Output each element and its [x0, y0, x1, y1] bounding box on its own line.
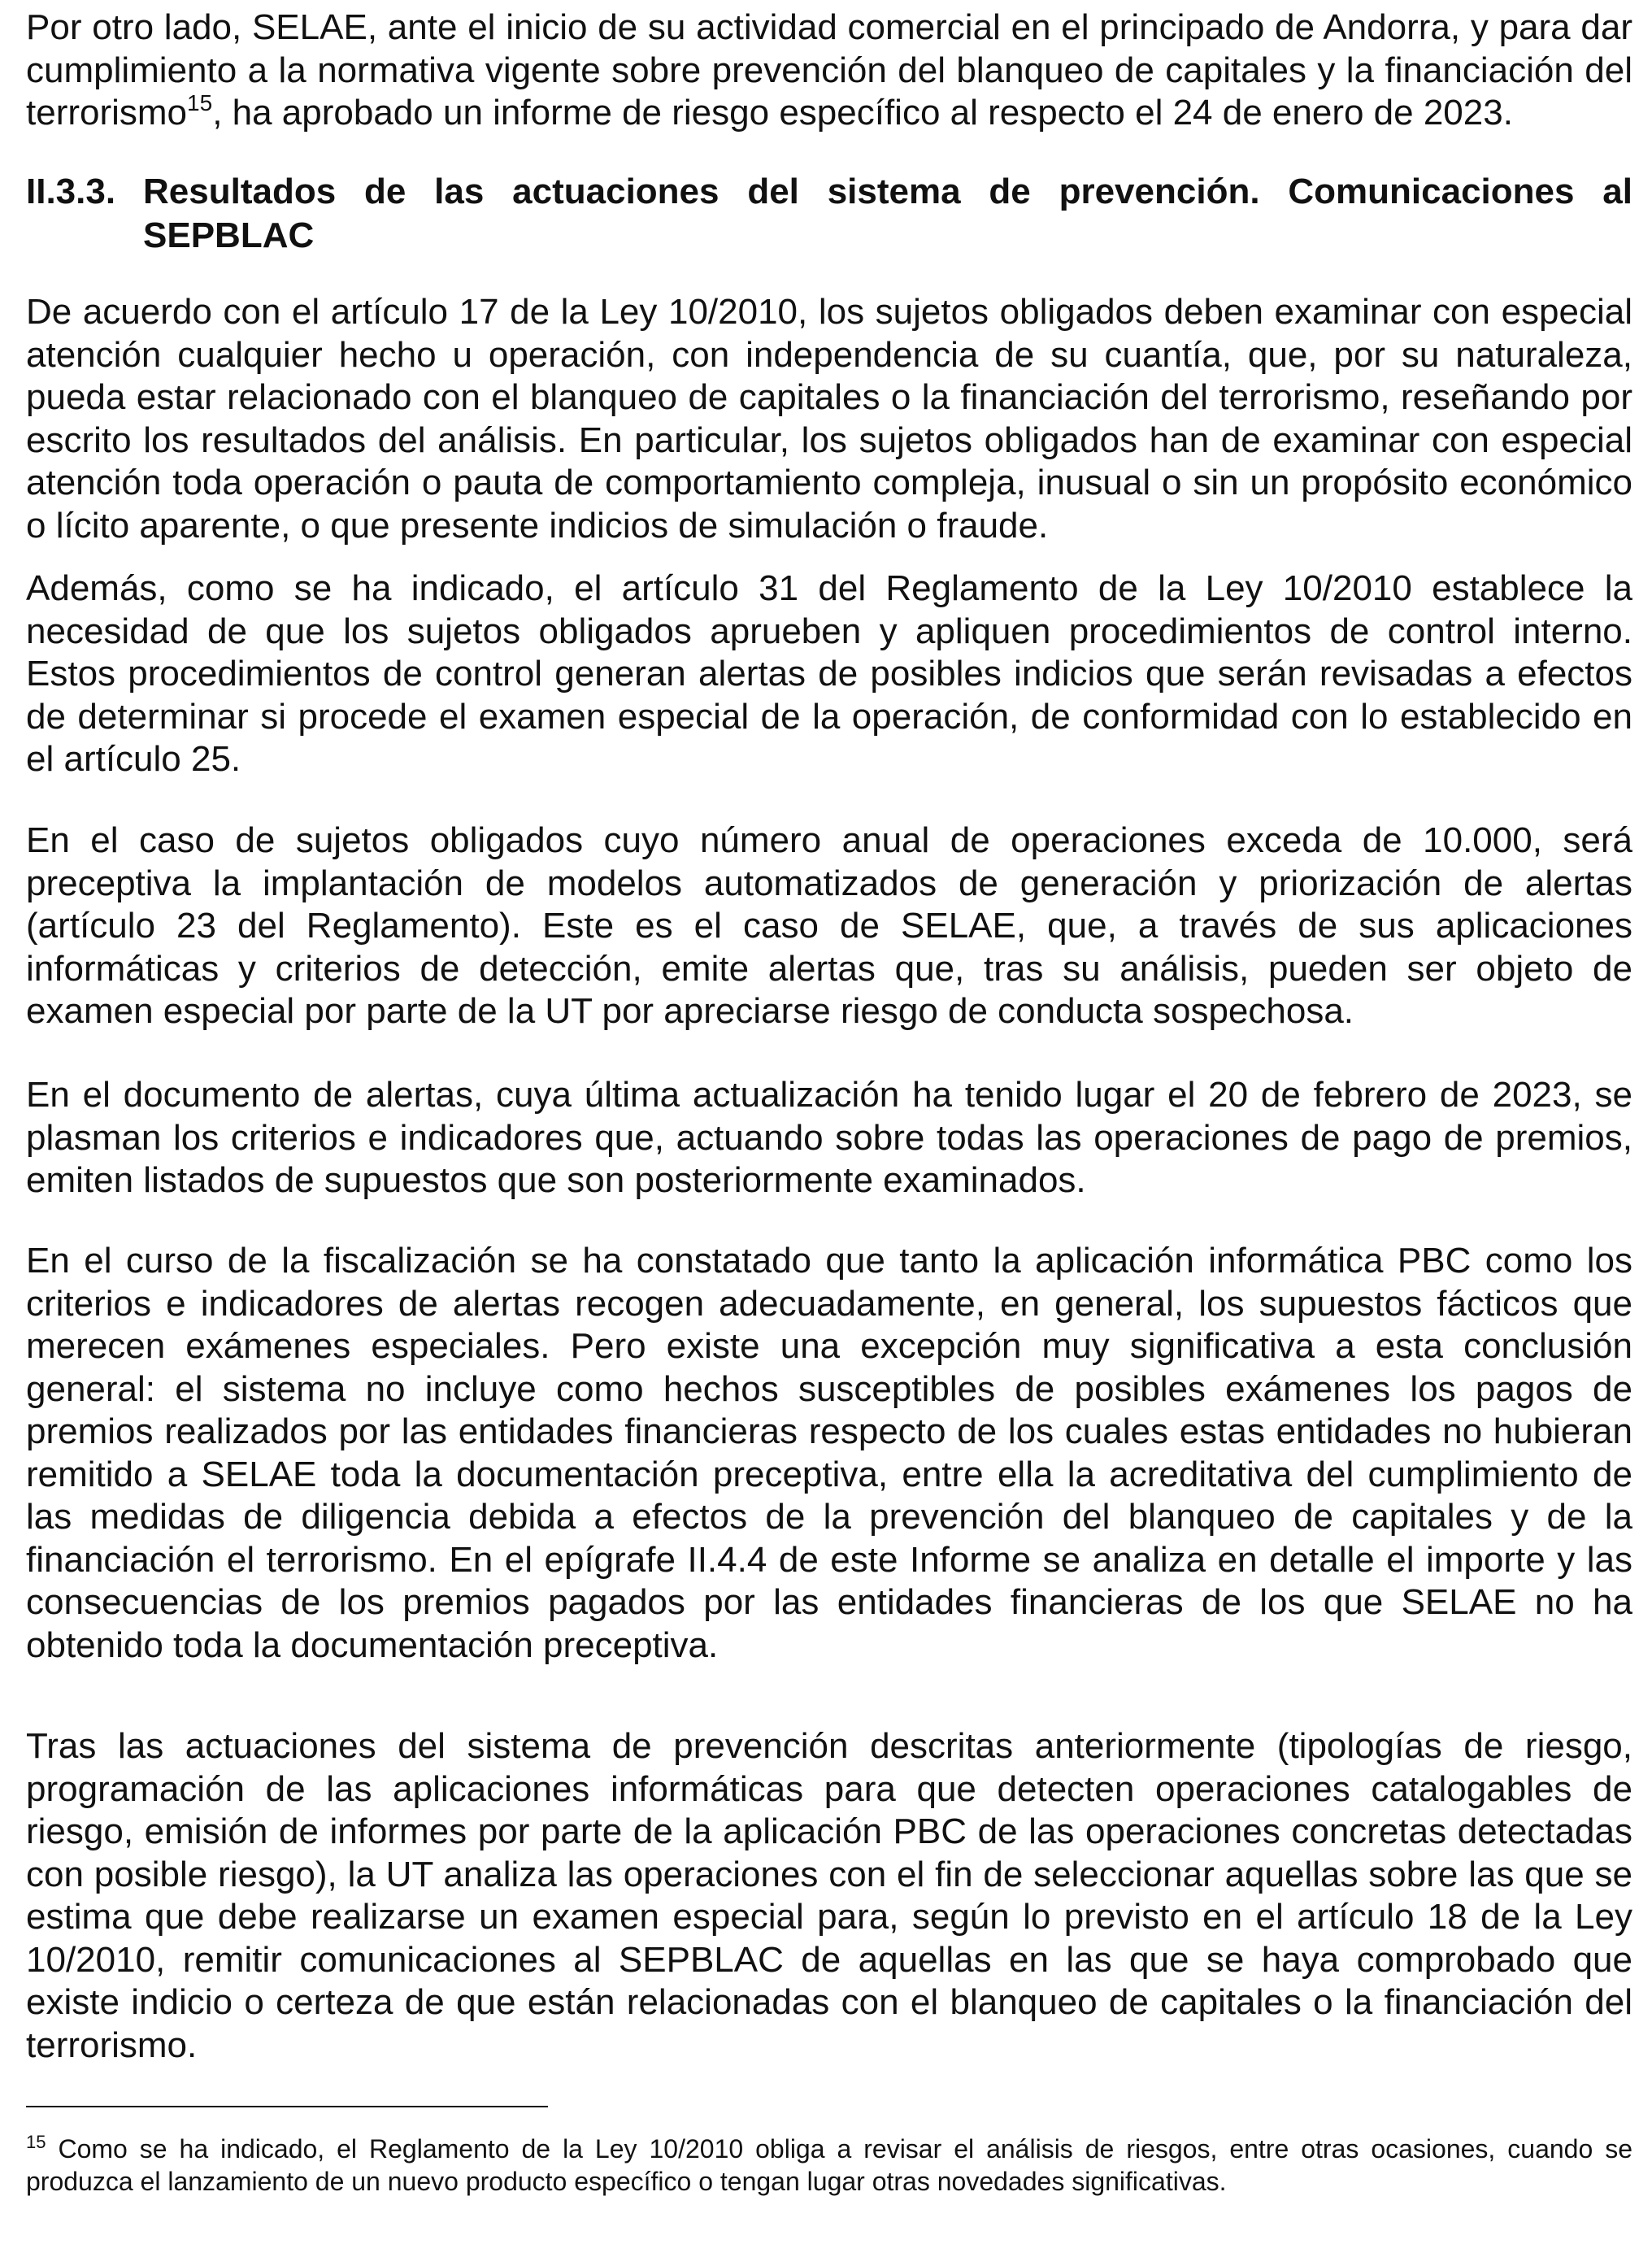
intro-paragraph: [26, 7, 1632, 135]
intro-text-end: , ha aprobado un informe de riesgo específico al respecto el 24 de enero de 2023.: [212, 93, 1513, 133]
intro-text: Por otro lado, SELAE, ante el inicio de su actividad comercial en el principado de Andorra, y para dar cumplimiento a la normativa vigente sobre prevención del blanqueo de capitales y la financiación del terrorismo: [26, 7, 1632, 133]
paragraph: De acuerdo con el artículo 17 de la Ley 10/2010, los sujetos obligados deben examinar con especial atención cualquier hecho u operación, con independencia de su cuantía, que, por su naturaleza, pueda estar relacionado con el blanqueo de capitales o la financiación del terrorismo, reseñando por escrito los resultados del análisis. En particular, los sujetos obligados han de examinar con especial atención toda operación o pauta de comportamiento compleja, inusual o sin un propósito económico o lícito aparente, o que presente indicios de simulación o fraude.: [26, 292, 1632, 546]
section-heading: [26, 170, 1632, 258]
paragraph: Tras las actuaciones del sistema de prevención descritas anteriormente (tipologías de riesgo, programación de las aplicaciones informáticas para que detecten operaciones catalogables de riesgo, emisión de informes por parte de la aplicación PBC de las operaciones concretas detectadas con posible riesgo), la UT analiza las operaciones con el fin de seleccionar aquellas sobre las que se estima que debe realizarse un examen especial para, según lo previsto en el artículo 18 de la Ley 10/2010, remitir comunicaciones al SEPBLAC de aquellas en las que se haya comprobado que existe indicio o certeza de que están relacionadas con el blanqueo de capitales o la financiación del terrorismo.: [26, 1726, 1632, 2065]
footnote-reference: 15: [187, 90, 213, 115]
paragraph: En el curso de la fiscalización se ha constatado que tanto la aplicación informática PBC como los criterios e indicadores de alertas recogen adecuadamente, en general, los supuestos fácticos que merecen exámenes especiales. Pero existe una excepción muy significativa a esta conclusión general: el sistema no incluye como hechos susceptibles de posibles exámenes los pagos de premios realizados por las entidades financieras respecto de los cuales estas entidades no hubieran remitido a SELAE toda la documentación preceptiva, entre ella la acreditativa del cumplimiento de las medidas de diligencia debida a efectos de la prevención del blanqueo de capitales y de la financiación el terrorismo. En el epígrafe II.4.4 de este Informe se analiza en detalle el importe y las consecuencias de los premios pagados por las entidades financieras de los que SELAE no ha obtenido toda la documentación preceptiva.: [26, 1241, 1632, 1665]
paragraph: Además, como se ha indicado, el artículo 31 del Reglamento de la Ley 10/2010 establece la necesidad de que los sujetos obligados aprueben y apliquen procedimientos de control interno. Estos procedimientos de control generan alertas de posibles indicios que serán revisadas a efectos de determinar si procede el examen especial de la operación, de conformidad con lo establecido en el artículo 25.: [26, 568, 1632, 779]
footnote-divider: [26, 2106, 548, 2107]
footnote-number: 15: [26, 2132, 46, 2152]
section-title: Resultados de las actuaciones del sistema de prevención. Comunicaciones al SEPBLAC: [143, 172, 1632, 255]
footnote-text: Como se ha indicado, el Reglamento de la Ley 10/2010 obliga a revisar el análisis de riesgos, entre otras ocasiones, cuando se produzca el lanzamiento de un nuevo producto específico o tengan lugar otras novedades significativas.: [26, 2134, 1633, 2196]
paragraph: En el documento de alertas, cuya última actualización ha tenido lugar el 20 de febrero de 2023, se plasman los criterios e indicadores que, actuando sobre todas las operaciones de pago de premios, emiten listados de supuestos que son posteriormente examinados.: [26, 1075, 1632, 1200]
section-number: II.3.3.: [26, 172, 116, 211]
footnote: [26, 2133, 1632, 2198]
paragraph: En el caso de sujetos obligados cuyo número anual de operaciones exceda de 10.000, será preceptiva la implantación de modelos automatizados de generación y priorización de alertas (artículo 23 del Reglamento). Este es el caso de SELAE, que, a través de sus aplicaciones informáticas y criterios de detección, emite alertas que, tras su análisis, pueden ser objeto de examen especial por parte de la UT por apreciarse riesgo de conducta sospechosa.: [26, 820, 1632, 1031]
